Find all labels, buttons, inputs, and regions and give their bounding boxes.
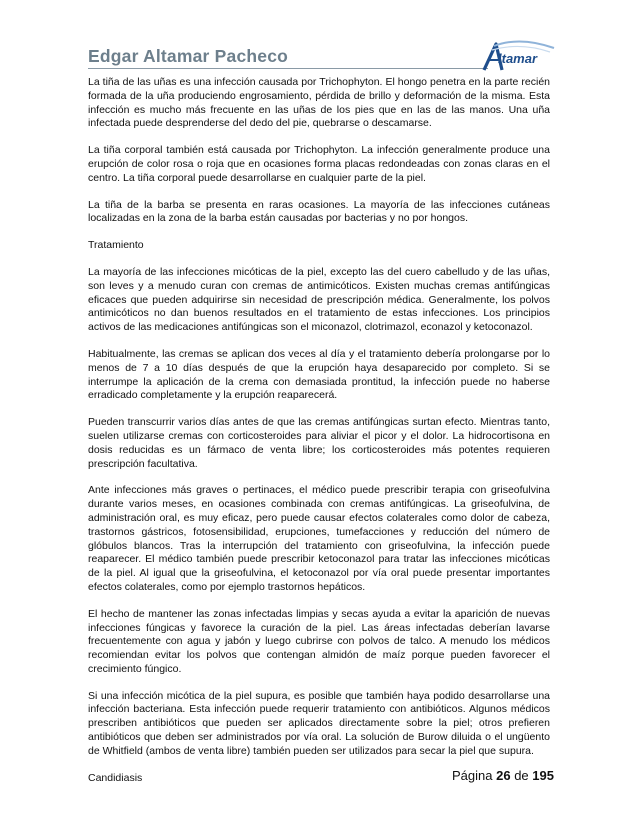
paragraph: El hecho de mantener las zonas infectadas limpias y secas ayuda a evitar la aparición de nuevas infecciones fúngicas y favorece la curación de la piel. Las áreas infectadas deberían lavarse frecuentemente con agua y jabón y luego cubrirse con polvos de talco. A menudo los médicos recomiendan evitar los polvos que contengan almidón de maíz porque pueden favorecer el crecimiento fúngico. [88, 607, 550, 675]
paragraph: Pueden transcurrir varios días antes de que las cremas antifúngicas surtan efecto. Mientras tanto, suelen utilizarse cremas con corticosteroides para aliviar el picor y el dolor. La hidrocortisona en dosis reducidas es un fármaco de venta libre; los corticosteroides más potentes requieren prescripción facultativa. [88, 416, 550, 470]
page-number-footer [452, 768, 554, 783]
page-label: Página [452, 768, 493, 783]
paragraph: La tiña de las uñas es una infección causada por Trichophyton. El hongo penetra en la parte recién formada de la uña produciendo engrosamiento, pérdida de brillo y deformación de la misma. Esta infección es mucho más frecuente en las uñas de los pies que en las de las manos. Una uña infectada puede desprenderse del dedo del pie, quebrarse o descamarse. [88, 76, 550, 130]
page-header [88, 38, 556, 78]
logo-text: ltamar [498, 51, 538, 66]
author-name: Edgar Altamar Pacheco [88, 46, 289, 66]
page-number: 26 [496, 768, 511, 783]
paragraph: Habitualmente, las cremas se aplican dos veces al día y el tratamiento debería prolongarse por lo menos de 7 a 10 días después de que la erupción haya desaparecido por completo. Si se interrumpe la aplicación de la crema con demasiada prontitud, la infección puede no haberse erradicado completamente y la erupción reaparecerá. [88, 347, 550, 402]
header-rule [88, 68, 488, 69]
total-pages: 195 [532, 768, 554, 783]
altamar-logo [480, 38, 560, 78]
paragraph: Si una infección micótica de la piel supura, es posible que también haya podido desarrollarse una infección bacteriana. Esta infección puede requerir tratamiento con antibióticos. Algunos médicos prescriben antibióticos que pueden ser aplicados directamente sobre la piel; otros prefieren antibióticos que deben ser administrados por vía oral. La solución de Burow diluida o el ungüento de Whitfield (ambos de venta libre) también pueden ser utilizados para secar la piel que supura. [88, 689, 550, 757]
section-heading-candidiasis: Candidiasis [88, 771, 143, 784]
paragraph: La mayoría de las infecciones micóticas de la piel, excepto las del cuero cabelludo y de las uñas, son leves y a menudo curan con cremas de antimicóticos. Existen muchas cremas antifúngicas eficaces que pueden adquirirse sin necesidad de prescripción médica. Generalmente, los polvos antimicóticos no dan buenos resultados en el tratamiento de estas infecciones. Los principios activos de las medicaciones antifúngicas son el miconazol, clotrimazol, econazol y ketoconazol. [88, 265, 550, 334]
page-content [88, 76, 550, 798]
paragraph: La tiña corporal también está causada por Trichophyton. La infección generalmente produce una erupción de color rosa o roja que en ocasiones forma placas redondeadas con zonas claras en el centro. La tiña corporal puede desarrollarse en cualquier parte de la piel. [88, 144, 550, 184]
section-heading-tratamiento: Tratamiento [88, 239, 144, 252]
paragraph: Ante infecciones más graves o pertinaces, el médico puede prescribir terapia con griseofulvina durante varios meses, en ocasiones combinada con cremas antifúngicas. La griseofulvina, de administración oral, es muy eficaz, pero puede causar efectos colaterales como dolor de cabeza, trastornos gástricos, fotosensibilidad, erupciones, tumefacciones y reducción del número de glóbulos blancos. Tras la interrupción del tratamiento con griseofulvina, la infección puede reaparecer. El médico también puede prescribir ketoconazol para tratar las infecciones micóticas de la piel. Al igual que la griseofulvina, el ketoconazol por vía oral puede presentar importantes efectos colaterales, como por ejemplo trastornos hepáticos. [88, 484, 550, 593]
paragraph: La tiña de la barba se presenta en raras ocasiones. La mayoría de las infecciones cutáneas localizadas en la zona de la barba están causadas por bacterias y no por hongos. [88, 198, 550, 225]
of-label: de [514, 768, 529, 783]
